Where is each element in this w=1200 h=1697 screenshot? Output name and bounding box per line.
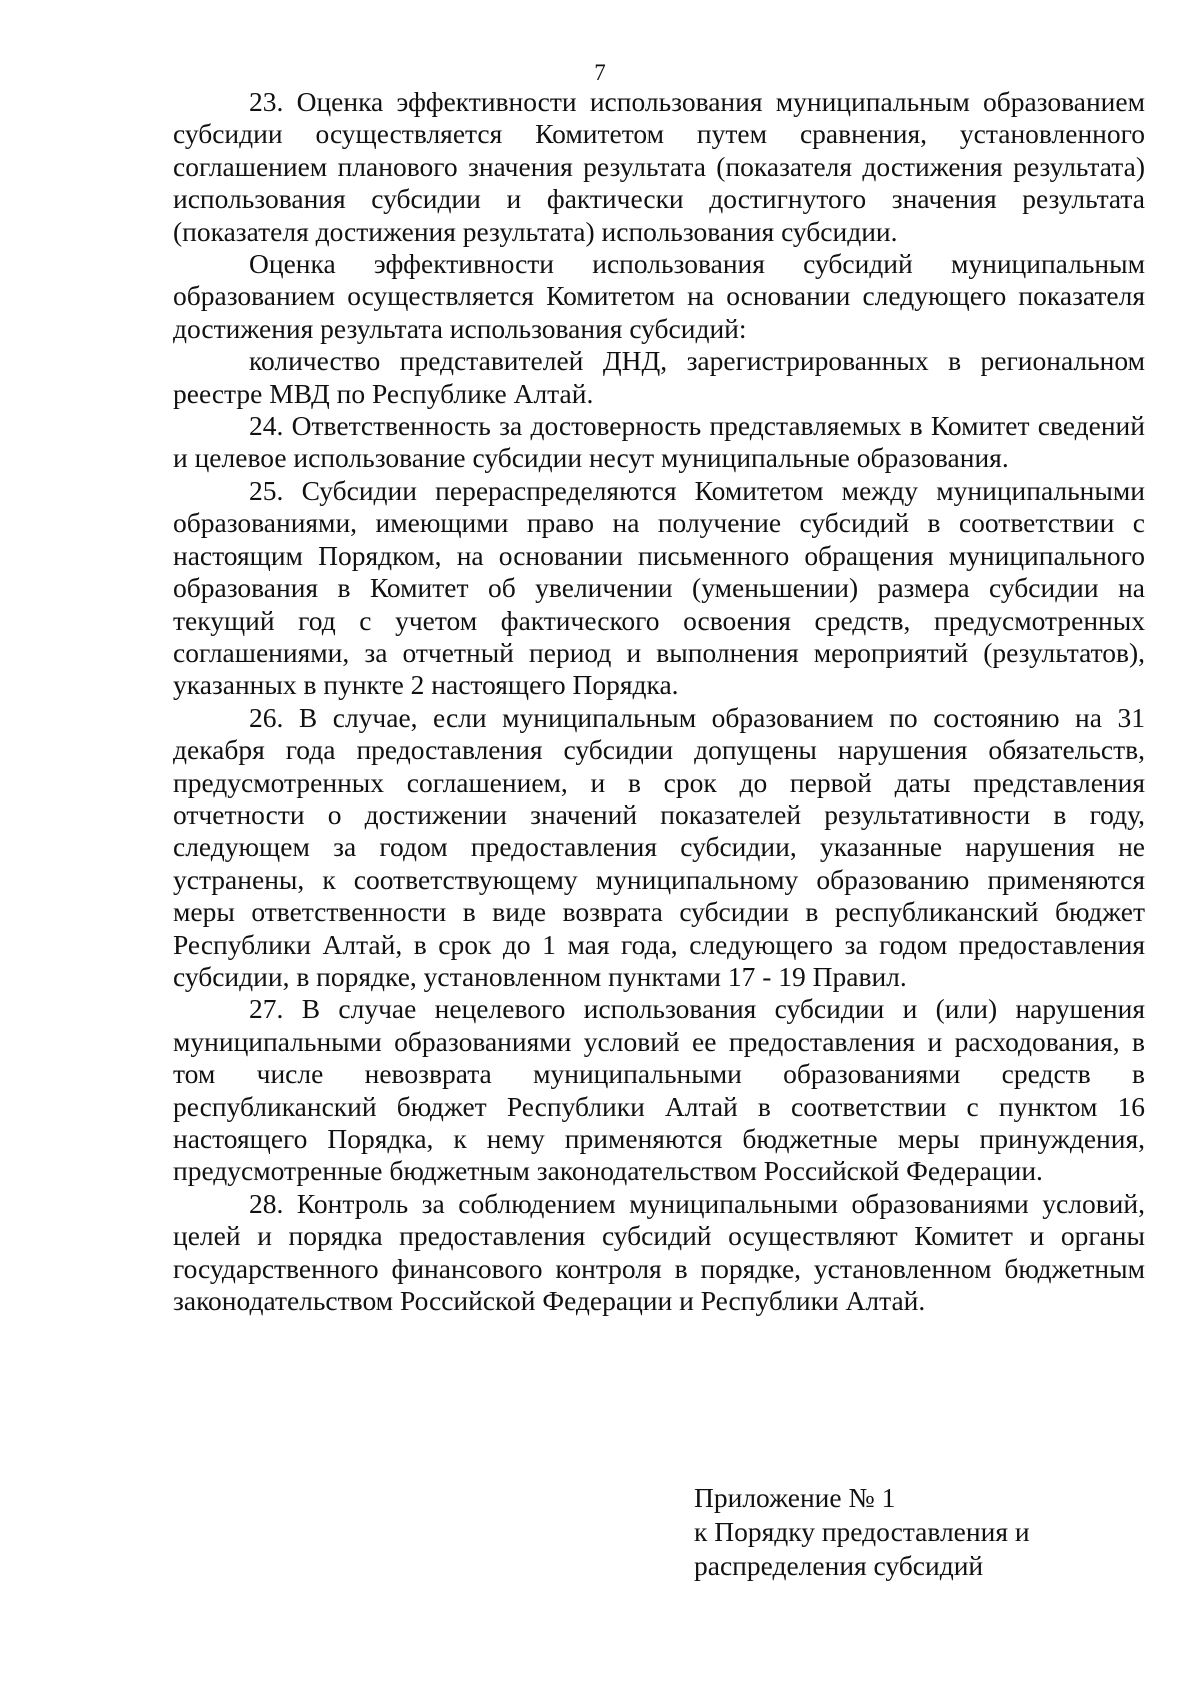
page-number: 7 xyxy=(594,60,606,85)
appendix-title: Приложение № 1 xyxy=(694,1482,896,1513)
paragraph-evaluation: Оценка эффективности использования субсидий муниципальным образованием осуществляется Комитетом на основании следующего показателя достижения результата использования субсидий: xyxy=(173,248,1145,344)
document-body xyxy=(173,86,1145,1317)
appendix-header xyxy=(694,1481,1134,1583)
paragraph-26: 26. В случае, если муниципальным образованием по состоянию на 31 декабря года предоставления субсидии допущены нарушения обязательств, предусмотренных соглашением, и в срок до первой даты представления отчетности о достижении значений показателей результативности в году, следующем за годом предоставления субсидии, указанные нарушения не устранены, к соответствующему муниципальному образованию применяются меры ответственности в виде возврата субсидии в республиканский бюджет Республики Алтай, в срок до 1 мая года, следующего за годом предоставления субсидии, в порядке, установленном пунктами 17 - 19 Правил. xyxy=(173,701,1145,992)
paragraph-28: 28. Контроль за соблюдением муниципальными образованиями условий, целей и порядка предоставления субсидий осуществляют Комитет и органы государственного финансового контроля в порядке, установленном бюджетным законодательством Российской Федерации и Республики Алтай. xyxy=(173,1187,1145,1317)
paragraph-27: 27. В случае нецелевого использования субсидии и (или) нарушения муниципальными образованиями условий ее предоставления и расходования, в том числе невозврата муниципальными образованиями средств в республиканский бюджет Республики Алтай в соответствии с пунктом 16 настоящего Порядка, к нему применяются бюджетные меры принуждения, предусмотренные бюджетным законодательством Российской Федерации. xyxy=(173,993,1145,1187)
appendix-reference-line-2: распределения субсидий xyxy=(694,1550,984,1581)
appendix-reference-line-1: к Порядку предоставления и xyxy=(694,1516,1030,1547)
paragraph-24: 24. Ответственность за достоверность представляемых в Комитет сведений и целевое использование субсидии несут муниципальные образования. xyxy=(173,410,1145,474)
paragraph-23: 23. Оценка эффективности использования муниципальным образованием субсидии осуществляется Комитетом путем сравнения, установленного соглашением планового значения результата (показателя достижения результата) использования субсидии и фактически достигнутого значения результата (показателя достижения результата) использования субсидии. xyxy=(173,86,1145,247)
paragraph-25: 25. Субсидии перераспределяются Комитетом между муниципальными образованиями, имеющими право на получение субсидий в соответствии с настоящим Порядком, на основании письменного обращения муниципального образования в Комитет об увеличении (уменьшении) размера субсидии на текущий год с учетом фактического освоения средств, предусмотренных соглашениями, за отчетный период и выполнения мероприятий (результатов), указанных в пункте 2 настоящего Порядка. xyxy=(173,474,1145,701)
paragraph-indicator: количество представителей ДНД, зарегистрированных в региональном реестре МВД по Республике Алтай. xyxy=(173,345,1145,409)
